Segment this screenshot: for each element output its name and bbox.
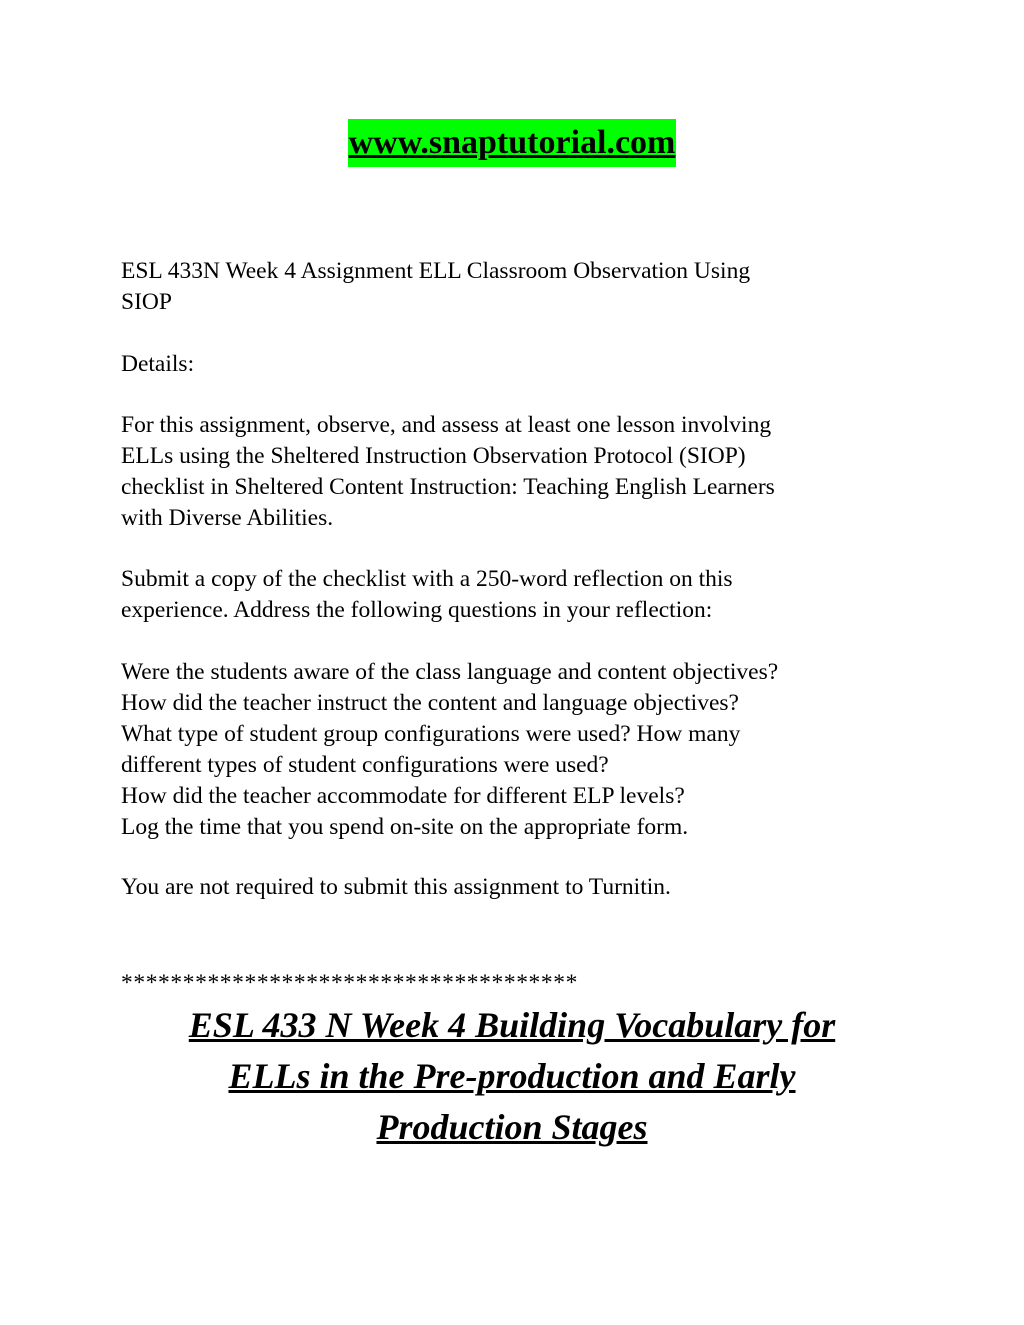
question-line: different types of student configurations were used? bbox=[121, 752, 609, 778]
question-line: Log the time that you spend on-site on the appropriate form. bbox=[121, 814, 689, 840]
question-line: What type of student group configurations were used? How many bbox=[121, 721, 741, 747]
heading-line: ESL 433 N Week 4 Building Vocabulary for bbox=[188, 1005, 836, 1045]
intro-line: For this assignment, observe, and assess at least one lesson involving bbox=[121, 412, 772, 438]
questions-paragraph bbox=[121, 657, 891, 843]
intro-line: ELLs using the Sheltered Instruction Observation Protocol (SIOP) bbox=[121, 443, 746, 469]
turnitin-note: You are not required to submit this assignment to Turnitin. bbox=[121, 874, 671, 900]
submit-line: experience. Address the following questions in your reflection: bbox=[121, 597, 713, 623]
separator-stars: ************************************* bbox=[121, 970, 578, 996]
details-label: Details: bbox=[121, 351, 195, 377]
assignment-title-line-2: SIOP bbox=[121, 289, 172, 315]
question-line: Were the students aware of the class language and content objectives? bbox=[121, 659, 779, 685]
intro-line: with Diverse Abilities. bbox=[121, 505, 334, 531]
heading-line: ELLs in the Pre-production and Early bbox=[228, 1056, 796, 1096]
next-assignment-heading[interactable] bbox=[112, 1000, 912, 1153]
question-line: How did the teacher instruct the content and language objectives? bbox=[121, 690, 739, 716]
assignment-title bbox=[121, 256, 891, 318]
question-line: How did the teacher accommodate for different ELP levels? bbox=[121, 783, 685, 809]
heading-line: Production Stages bbox=[376, 1107, 648, 1147]
assignment-title-line-1: ESL 433N Week 4 Assignment ELL Classroom Observation Using bbox=[121, 258, 751, 284]
site-url-link[interactable]: www.snaptutorial.com bbox=[348, 119, 677, 167]
submit-line: Submit a copy of the checklist with a 250-word reflection on this bbox=[121, 566, 733, 592]
intro-line: checklist in Sheltered Content Instruction: Teaching English Learners bbox=[121, 474, 775, 500]
intro-paragraph bbox=[121, 410, 891, 534]
submit-paragraph bbox=[121, 564, 891, 626]
site-link-container bbox=[0, 119, 1024, 167]
